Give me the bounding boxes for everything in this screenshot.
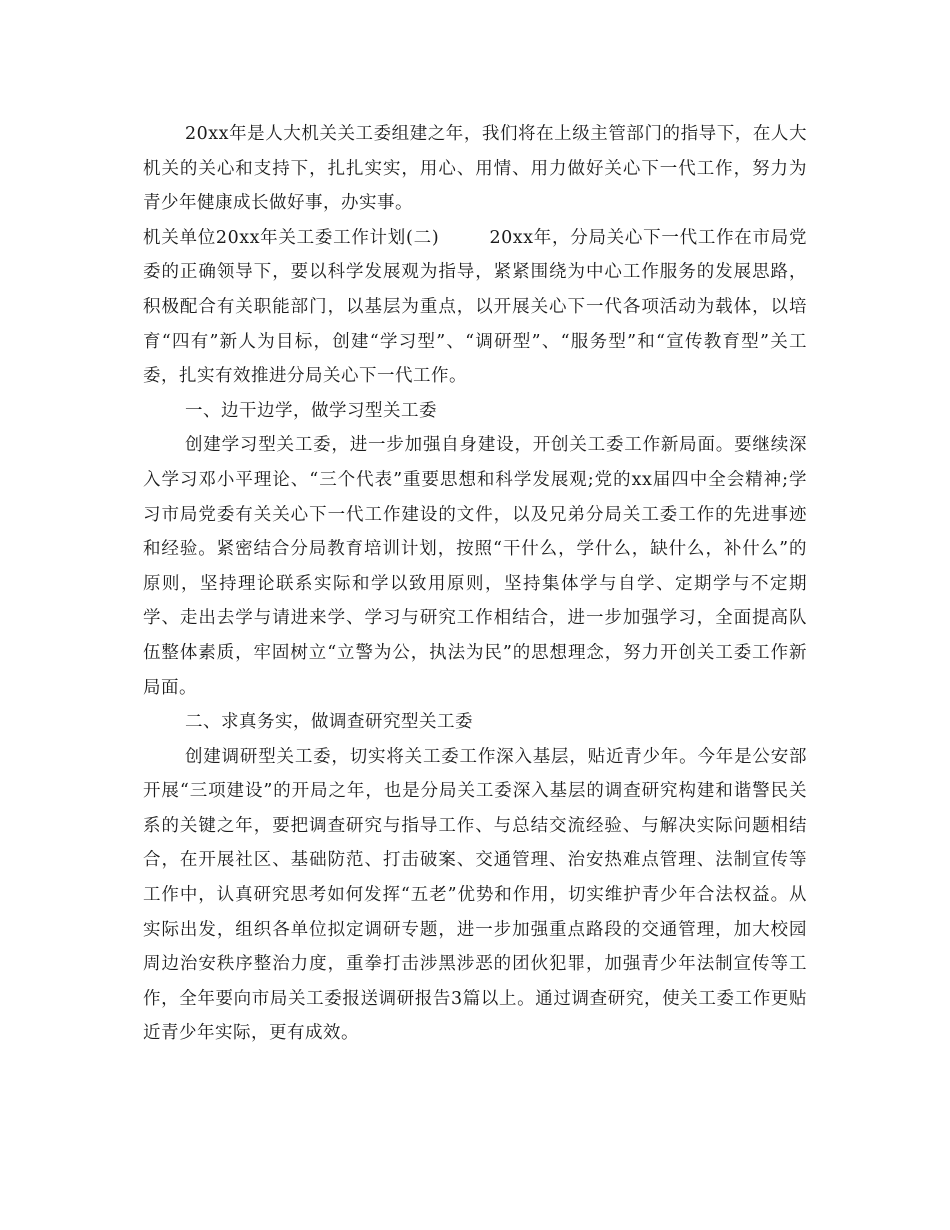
paragraph-section-2: 创建调研型关工委，切实将关工委工作深入基层，贴近青少年。今年是公安部开展“三项建设”的开局之年，也是分局关工委深入基层的调查研究构建和谐警民关系的关键之年，要把调查研究与指导工作、与总结交流经验、与解决实际问题相结合，在开展社区、基础防范、打击破案、交通管理、治安热难点管理、法制宣传等工作中，认真研究思考如何发挥“五老”优势和作用，切实维护青少年合法权益。从实际出发，组织各单位拟定调研专题，进一步加强重点路段的交通管理，加大校园周边治安秩序整治力度，重拳打击涉黑涉恶的团伙犯罪，加强青少年法制宣传等工作，全年要向市局关工委报送调研报告3篇以上。通过调查研究，使关工委工作更贴近青少年实际，更有成效。 xyxy=(143,746,807,1044)
section-heading-1: 一、边干边学，做学习型关工委 xyxy=(185,400,437,421)
section-heading-2: 二、求真务实，做调查研究型关工委 xyxy=(185,712,473,733)
document-body xyxy=(143,117,807,1051)
paragraph-intro: 20xx年是人大机关关工委组建之年，我们将在上级主管部门的指导下，在人大机关的关心和支持下，扎扎实实，用心、用情、用力做好关心下一代工作，努力为青少年健康成长做好事，办实事。 xyxy=(143,124,807,214)
paragraph-section-1: 创建学习型关工委，进一步加强自身建设，开创关工委工作新局面。要继续深入学习邓小平理论、“三个代表”重要思想和科学发展观;党的xx届四中全会精神;学习市局党委有关关心下一代工作建设的文件，以及兄弟分局关工委工作的先进事迹和经验。紧密结合分局教育培训计划，按照“干什么，学什么，缺什么，补什么”的原则，坚持理论联系实际和学以致用原则，坚持集体学与自学、定期学与不定期学、走出去学与请进来学、学习与研究工作相结合，进一步加强学习，全面提高队伍整体素质，牢固树立“立警为公，执法为民”的思想理念，努力开创关工委工作新局面。 xyxy=(143,435,807,698)
paragraph-plan-title: 机关单位20xx年关工委工作计划(二) 20xx年，分局关心下一代工作在市局党委的正确领导下，要以科学发展观为指导，紧紧围绕为中心工作服务的发展思路，积极配合有关职能部门，以基层为重点，以开展关心下一代各项活动为载体，以培育“四有”新人为目标，创建“学习型”、“调研型”、“服务型”和“宣传教育型”关工委，扎实有效推进分局关心下一代工作。 xyxy=(143,227,807,387)
